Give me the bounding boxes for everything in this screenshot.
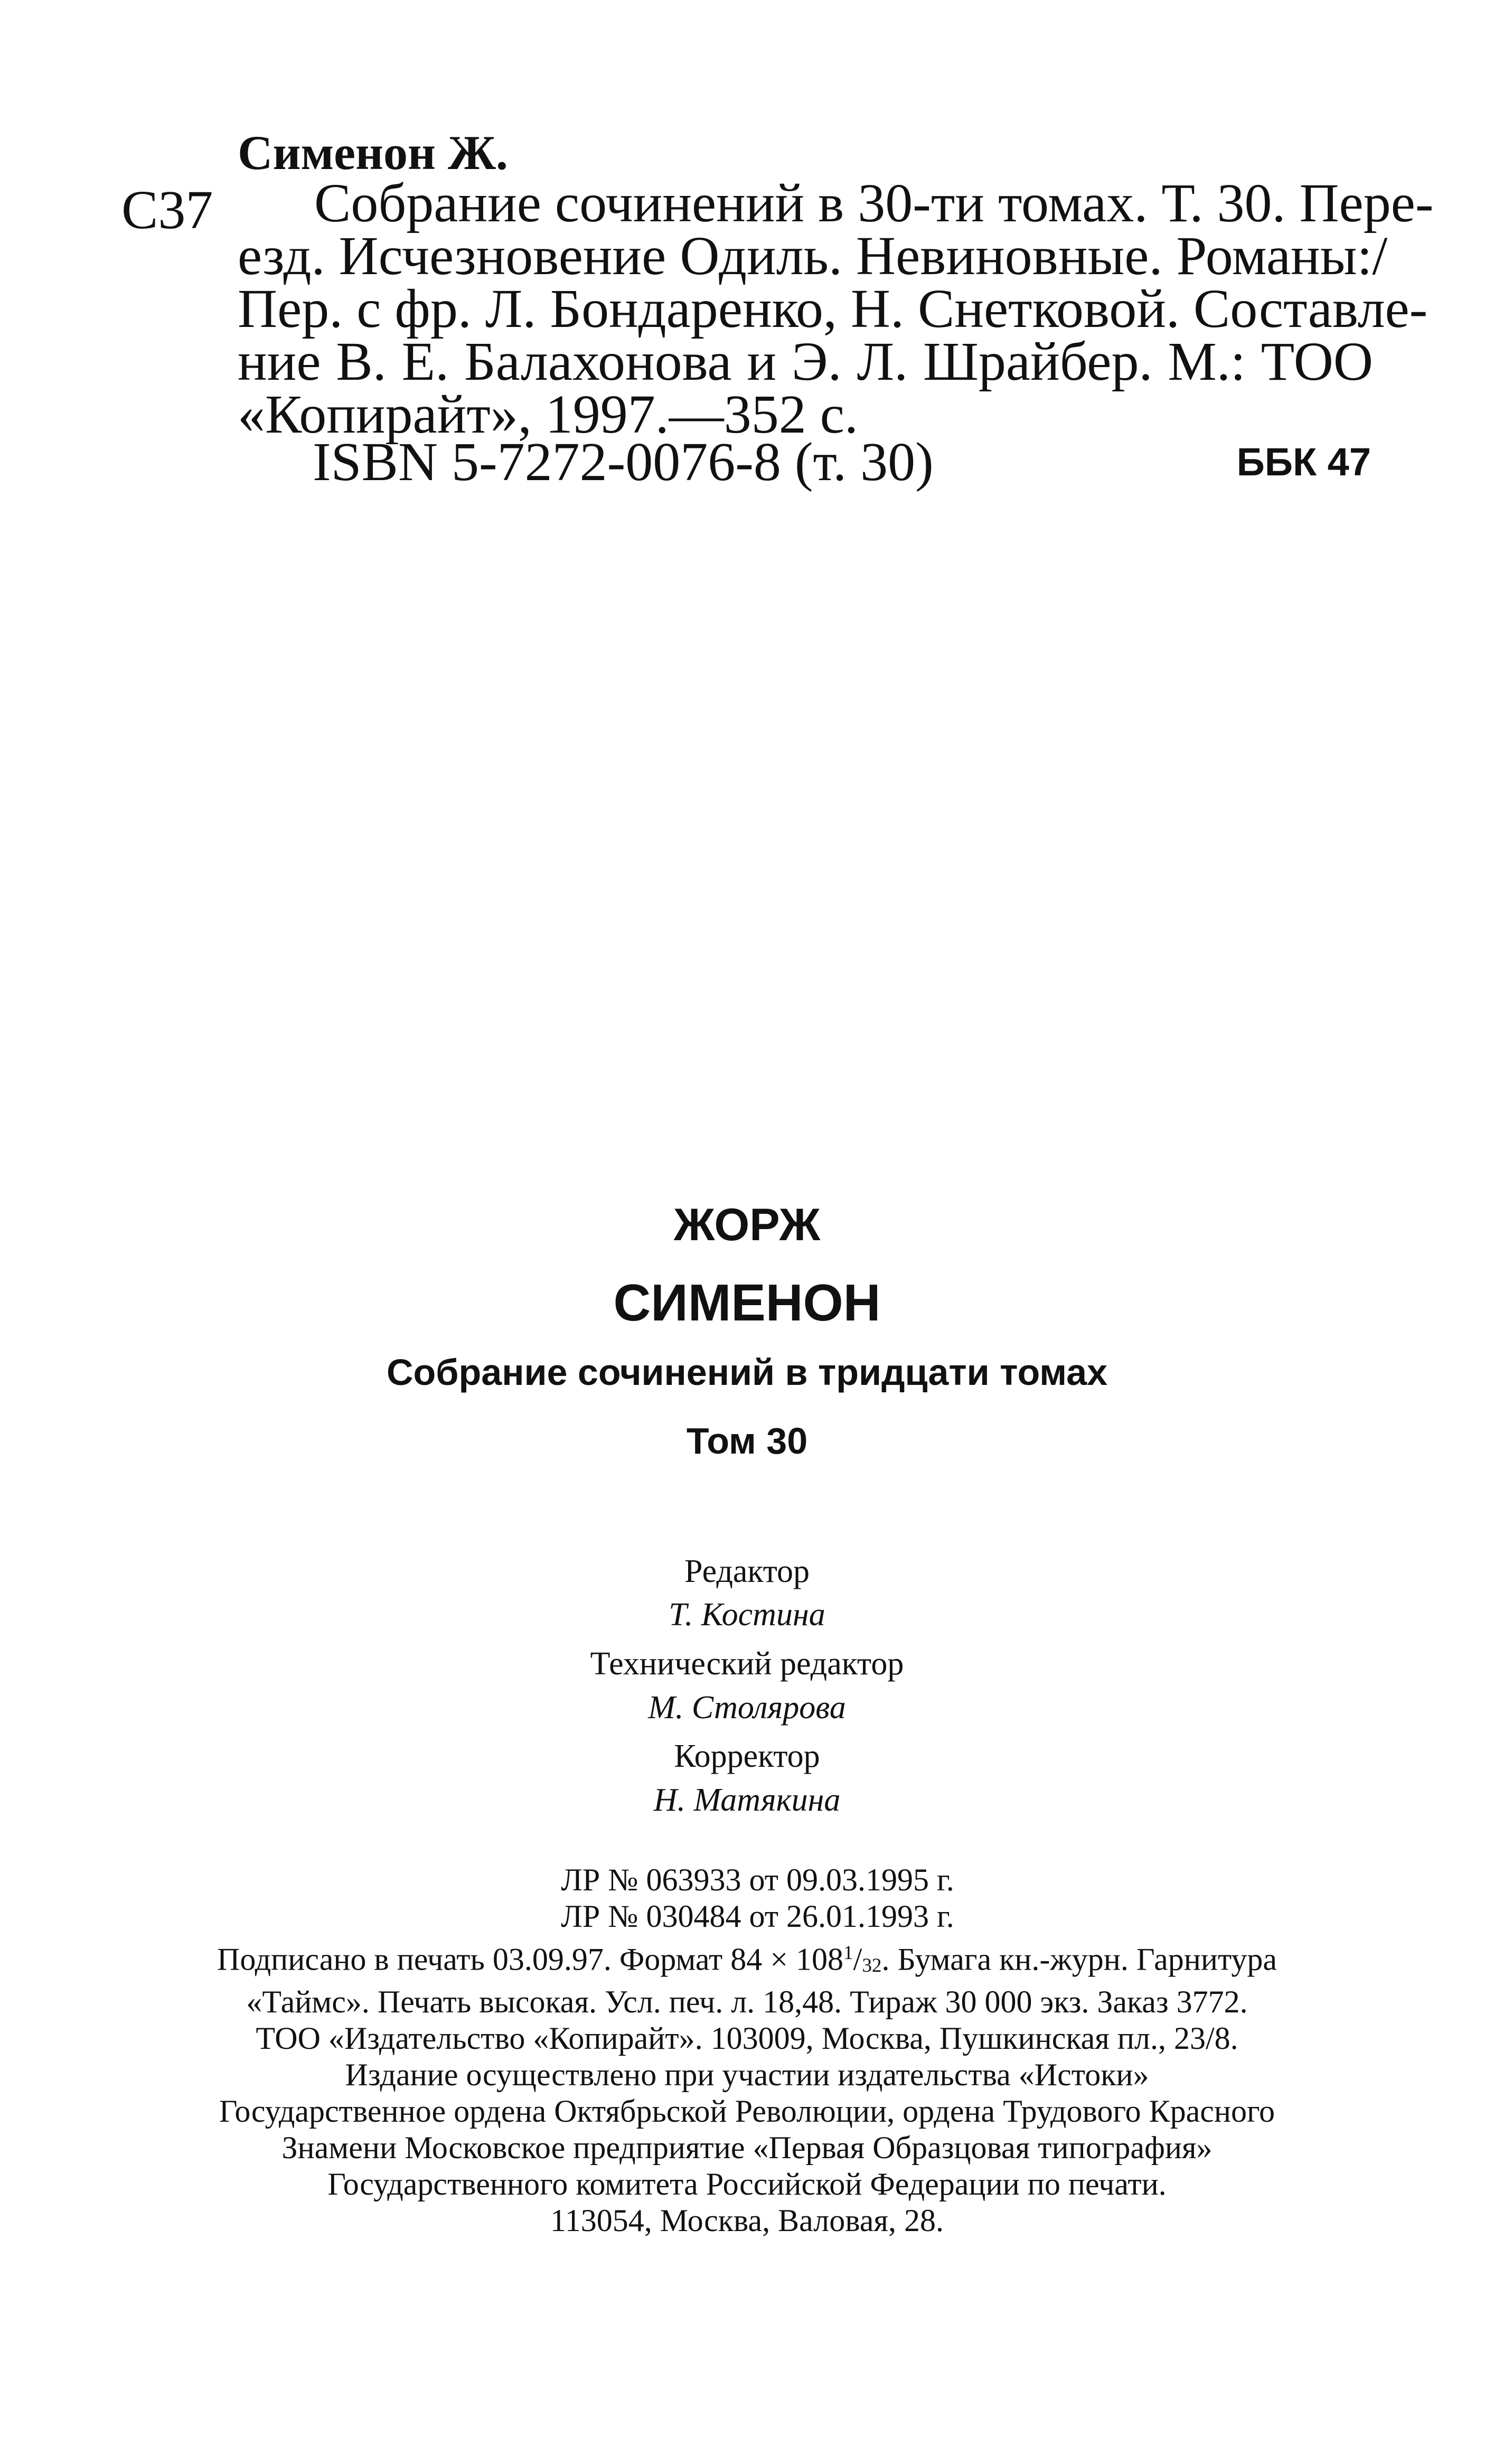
format-numerator: 1 (843, 1942, 853, 1964)
description-line: «Копирайт», 1997.—352 с. (238, 384, 858, 445)
printer-line: Знамени Московское предприятие «Первая Образцовая типография» (281, 2130, 1213, 2166)
credit-role: Технический редактор (590, 1646, 904, 1682)
description-line: Пер. с фр. Л. Бондаренко, Н. Снетковой. Составле- (238, 278, 1428, 339)
print-details-line: «Таймс». Печать высокая. Усл. печ. л. 18,48. Тираж 30 000 экз. Заказ 3772. (246, 1984, 1248, 2020)
print-details-text: Подписано в печать 03.09.97. Формат 84 × 108 (217, 1942, 844, 1977)
description-line: ние В. Е. Балахонова и Э. Л. Шрайбер. М.: ТОО (238, 331, 1373, 392)
print-details-line: Подписано в печать 03.09.97. Формат $84 \times 108^1/_{32}$. Бумага кн.-журн. Гарнитура (217, 1942, 1277, 1977)
format-denominator: 32 (862, 1955, 882, 1977)
author-last-name: СИМЕНОН (613, 1273, 881, 1332)
isbn: ISBN 5-7272-0076-8 (т. 30) (313, 432, 934, 492)
imprint (0, 1862, 1494, 2239)
license-line: ЛР № 063933 от 09.03.1995 г. (561, 1862, 954, 1897)
credit-name: Т. Костина (669, 1597, 825, 1633)
catalog-author: Сименон Ж. (238, 126, 508, 180)
publisher-line: ТОО «Издательство «Копирайт». 103009, Москва, Пушкинская пл., 23/8. (256, 2021, 1238, 2056)
publisher-line: Издание осуществлено при участии издательства «Истоки» (345, 2057, 1149, 2093)
credit-name: М. Столярова (648, 1690, 846, 1726)
catalog-description (238, 173, 1434, 445)
volume-number: Том 30 (686, 1420, 808, 1461)
credit-role: Редактор (684, 1553, 810, 1589)
credit-role: Корректор (674, 1738, 820, 1774)
credit-name: Н. Матякина (653, 1782, 841, 1818)
print-details-text: . Бумага кн.-журн. Гарнитура (881, 1942, 1277, 1977)
printer-address: 113054, Москва, Валовая, 28. (550, 2203, 944, 2238)
description-line: езд. Исчезновение Одиль. Невиновные. Романы:/ (238, 226, 1388, 286)
printer-line: Государственного комитета Российской Федерации по печати. (327, 2167, 1167, 2202)
catalog-code: С37 (121, 180, 213, 240)
license-line: ЛР № 030484 от 26.01.1993 г. (561, 1899, 954, 1934)
bbk-code: ББК 47 (1236, 440, 1371, 484)
collection-title: Собрание сочинений в тридцати томах (386, 1352, 1108, 1393)
printer-line: Государственное ордена Октябрьской Революции, ордена Трудового Красного (219, 2094, 1275, 2129)
description-line: Собрание сочинений в 30-ти томах. Т. 30. Пере- (314, 173, 1434, 233)
author-first-name: ЖОРЖ (673, 1200, 821, 1250)
